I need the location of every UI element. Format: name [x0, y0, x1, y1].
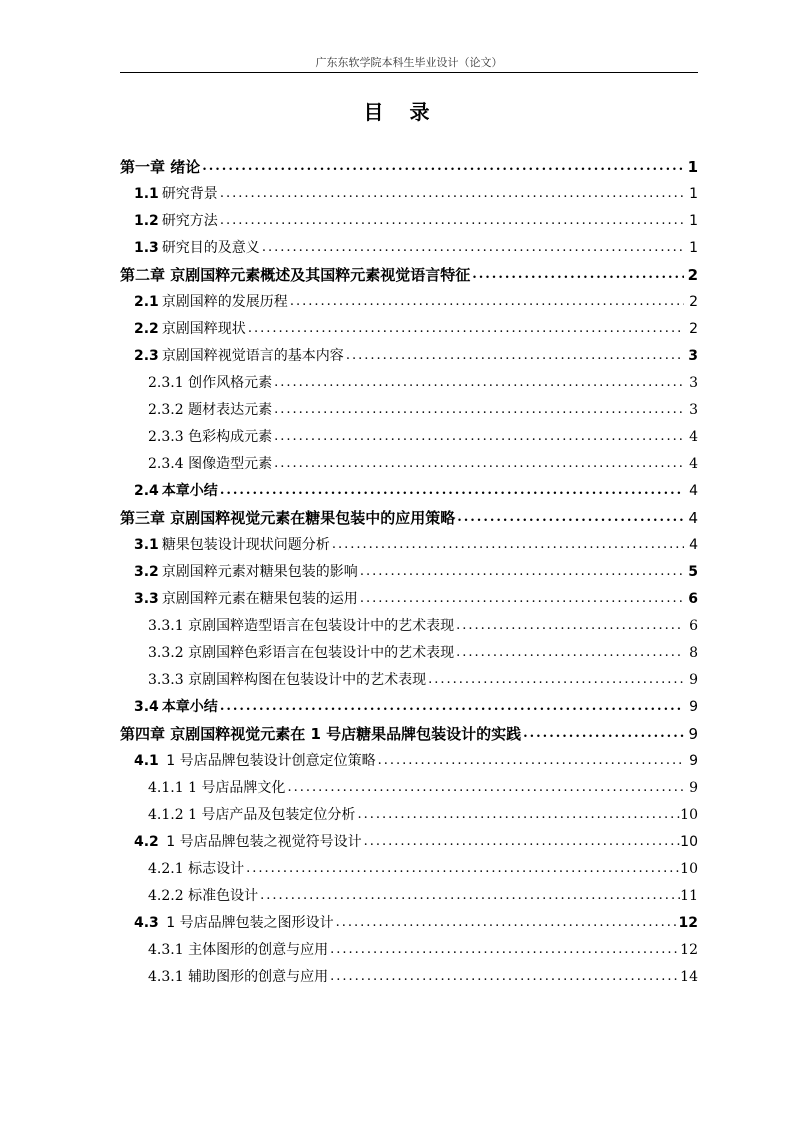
toc-leader-dots: [521, 724, 684, 744]
toc-entry-page: 4: [688, 509, 698, 527]
toc-entry-page: 4: [689, 456, 698, 472]
toc-entry-label: [134, 292, 288, 312]
toc-entry[interactable]: [120, 717, 698, 744]
toc-entry-label: [134, 481, 218, 501]
toc-entry[interactable]: [120, 636, 698, 663]
toc-leader-dots: [258, 886, 680, 906]
toc-leader-dots: [358, 589, 684, 609]
toc-entry-text: 第四章 京剧国粹视觉元素在 1 号店糖果品牌包装设计的实践: [120, 725, 522, 743]
toc-entry-page: 11: [680, 888, 698, 904]
toc-leader-dots: [328, 940, 680, 960]
toc-entry-number: 1.2: [134, 213, 159, 229]
toc-entry-label: [134, 211, 218, 231]
toc-entry-label: [148, 778, 285, 798]
toc-entry-number: 1.1: [134, 186, 159, 202]
toc-entry-label: [148, 454, 272, 474]
toc-leader-dots: [344, 346, 684, 366]
toc-entry-text: 4.1.2 1 号店产品及包装定位分析: [148, 807, 356, 823]
toc-entry-label: [134, 697, 218, 717]
toc-entry-label: [134, 535, 330, 555]
toc-entry-label: [148, 670, 426, 690]
toc-entry-text: 2.3.4 图像造型元素: [148, 456, 273, 472]
toc-entry-label: [148, 400, 272, 420]
toc-entry-text: 4.3.1 主体图形的创意与应用: [148, 942, 329, 958]
toc-entry[interactable]: [120, 798, 698, 825]
toc-leader-dots: [358, 562, 684, 582]
toc-entry-text: 1 号店品牌包装设计创意定位策略: [161, 753, 376, 769]
toc-entry-text: 2.3.3 色彩构成元素: [148, 429, 273, 445]
toc-entry[interactable]: [120, 528, 698, 555]
toc-leader-dots: [244, 859, 680, 879]
toc-leader-dots: [272, 427, 684, 447]
toc-entry-page: 8: [689, 645, 698, 661]
toc-entry-text: 糖果包装设计现状问题分析: [161, 537, 330, 553]
toc-entry[interactable]: [120, 879, 698, 906]
toc-entry-text: 第二章 京剧国粹元素概述及其国粹元素视觉语言特征: [120, 266, 471, 284]
toc-leader-dots: [426, 670, 684, 690]
toc-entry-text: 京剧国粹现状: [161, 321, 246, 337]
toc-leader-dots: [288, 292, 684, 312]
toc-entry-text: 第一章 绪论: [120, 158, 201, 176]
toc-entry-label: [134, 832, 362, 852]
toc-entry-text: 4.3.1 辅助图形的创意与应用: [148, 969, 329, 985]
toc-leader-dots: [285, 778, 684, 798]
toc-entry-number: 1.3: [134, 240, 159, 256]
toc-entry[interactable]: [120, 312, 698, 339]
toc-entry-label: [148, 967, 328, 987]
toc-leader-dots: [218, 184, 684, 204]
toc-entry-text: 1 号店品牌包装之视觉符号设计: [161, 834, 362, 850]
toc-entry[interactable]: [120, 663, 698, 690]
toc-leader-dots: [218, 211, 684, 231]
toc-entry-page: 2: [689, 321, 698, 337]
toc-entry-label: [148, 616, 454, 636]
toc-entry-text: 京剧国粹元素在糖果包装的运用: [161, 591, 358, 607]
toc-entry[interactable]: [120, 204, 698, 231]
toc-entry-page: 1: [689, 213, 698, 229]
toc-entry-text: 京剧国粹元素对糖果包装的影响: [161, 564, 358, 580]
toc-entry-page: 12: [680, 942, 698, 958]
toc-entry[interactable]: [120, 906, 698, 933]
toc-entry-page: 4: [689, 429, 698, 445]
toc-entry-page: 1: [689, 240, 698, 256]
toc-entry-page: 9: [689, 699, 698, 715]
toc-entry-text: 京剧国粹的发展历程: [161, 294, 288, 310]
toc-entry-number: 2.2: [134, 321, 159, 337]
toc-entry-text: 研究背景: [161, 186, 218, 202]
toc-entry-text: 4.1.1 1 号店品牌文化: [148, 780, 286, 796]
toc-entry-text: 研究方法: [161, 213, 218, 229]
toc-entry-page: 1: [687, 158, 698, 176]
toc-entry[interactable]: [120, 393, 698, 420]
toc-leader-dots: [454, 643, 684, 663]
toc-entry-number: 2.1: [134, 294, 159, 310]
toc-entry[interactable]: [120, 555, 698, 582]
toc-leader-dots: [260, 238, 684, 258]
toc-entry-label: [148, 940, 328, 960]
toc-entry-number: 3.4: [134, 699, 159, 715]
toc-entry[interactable]: [120, 420, 698, 447]
toc-entry-page: 3: [689, 375, 698, 391]
toc-entry-page: 5: [688, 564, 698, 580]
toc-entry-page: 10: [680, 834, 698, 850]
toc-entry[interactable]: [120, 501, 698, 528]
toc-entry-number: 4.2: [134, 834, 159, 850]
toc-entry-text: 3.3.3 京剧国粹构图在包装设计中的艺术表现: [148, 672, 427, 688]
toc-entry-label: [148, 427, 272, 447]
toc-entry-label: [120, 265, 470, 285]
toc-entry[interactable]: [120, 474, 698, 501]
toc-entry[interactable]: [120, 339, 698, 366]
toc-leader-dots: [218, 697, 684, 717]
toc-entry[interactable]: [120, 825, 698, 852]
table-of-contents: [120, 150, 698, 987]
toc-entry-number: 3.3: [134, 591, 159, 607]
toc-entry[interactable]: [120, 285, 698, 312]
toc-entry-text: 3.3.1 京剧国粹造型语言在包装设计中的艺术表现: [148, 618, 455, 634]
toc-entry[interactable]: [120, 582, 698, 609]
toc-entry-text: 3.3.2 京剧国粹色彩语言在包装设计中的艺术表现: [148, 645, 455, 661]
toc-entry-page: 3: [688, 348, 698, 364]
toc-entry[interactable]: [120, 609, 698, 636]
toc-leader-dots: [200, 157, 684, 177]
toc-entry-label: [134, 913, 334, 933]
toc-entry-page: 6: [689, 618, 698, 634]
toc-entry-page: 2: [689, 294, 698, 310]
toc-entry-page: 4: [689, 537, 698, 553]
toc-leader-dots: [246, 319, 684, 339]
toc-entry[interactable]: [120, 744, 698, 771]
toc-entry-text: 研究目的及意义: [161, 240, 260, 256]
toc-entry-page: 9: [689, 753, 698, 769]
toc-leader-dots: [470, 265, 684, 285]
header-rule: [120, 72, 698, 73]
toc-entry-page: 2: [687, 266, 698, 284]
toc-leader-dots: [272, 454, 684, 474]
toc-entry-page: 1: [689, 186, 698, 202]
toc-leader-dots: [362, 832, 681, 852]
toc-entry-label: [134, 346, 344, 366]
toc-entry-label: [148, 373, 272, 393]
page-header: 广东东软学院本科生毕业设计（论文）: [315, 56, 503, 69]
toc-entry-page: 6: [688, 591, 698, 607]
toc-entry-label: [120, 508, 455, 528]
toc-entry[interactable]: [120, 690, 698, 717]
toc-entry-label: [134, 319, 246, 339]
toc-entry[interactable]: [120, 231, 698, 258]
toc-entry-text: 京剧国粹视觉语言的基本内容: [161, 348, 344, 364]
toc-entry-text: 第三章 京剧国粹视觉元素在糖果包装中的应用策略: [120, 509, 456, 527]
toc-entry-label: [148, 886, 258, 906]
toc-leader-dots: [454, 616, 684, 636]
toc-entry-label: [148, 805, 355, 825]
toc-entry[interactable]: [120, 447, 698, 474]
toc-leader-dots: [334, 913, 679, 933]
toc-entry-page: 9: [689, 780, 698, 796]
toc-entry-label: [120, 157, 200, 177]
toc-entry-page: 14: [680, 969, 698, 985]
toc-entry-number: 3.1: [134, 537, 159, 553]
toc-leader-dots: [355, 805, 680, 825]
toc-entry[interactable]: [120, 177, 698, 204]
toc-leader-dots: [218, 481, 684, 501]
toc-entry-label: [134, 184, 218, 204]
toc-entry-number: 2.3: [134, 348, 159, 364]
toc-entry[interactable]: [120, 366, 698, 393]
toc-entry-text: 4.2.2 标准色设计: [148, 888, 259, 904]
toc-entry-page: 9: [689, 672, 698, 688]
toc-entry-text: 4.2.1 标志设计: [148, 861, 245, 877]
toc-entry-label: [120, 724, 521, 744]
toc-entry-label: [148, 859, 244, 879]
toc-leader-dots: [272, 373, 684, 393]
toc-entry-label: [134, 562, 358, 582]
toc-entry-text: 本章小结: [161, 699, 218, 715]
toc-leader-dots: [376, 751, 684, 771]
toc-entry-page: 4: [689, 483, 698, 499]
toc-entry-page: 10: [680, 861, 698, 877]
toc-leader-dots: [328, 967, 680, 987]
toc-leader-dots: [272, 400, 684, 420]
toc-entry-text: 2.3.2 题材表达元素: [148, 402, 273, 418]
toc-entry-page: 10: [680, 807, 698, 823]
toc-entry-number: 3.2: [134, 564, 159, 580]
toc-entry-label: [134, 238, 260, 258]
toc-entry[interactable]: [120, 933, 698, 960]
toc-entry-label: [134, 751, 376, 771]
toc-entry[interactable]: [120, 150, 698, 177]
toc-entry[interactable]: [120, 852, 698, 879]
toc-leader-dots: [330, 535, 684, 555]
toc-entry-text: 本章小结: [161, 483, 218, 499]
toc-entry[interactable]: [120, 258, 698, 285]
toc-entry-number: 4.3: [134, 915, 159, 931]
toc-leader-dots: [455, 508, 684, 528]
toc-entry-page: 12: [678, 915, 698, 931]
toc-entry-text: 2.3.1 创作风格元素: [148, 375, 273, 391]
toc-entry-label: [148, 643, 454, 663]
toc-entry-number: 2.4: [134, 483, 159, 499]
toc-entry-text: 1 号店品牌包装之图形设计: [161, 915, 334, 931]
toc-entry-number: 4.1: [134, 753, 159, 769]
toc-entry[interactable]: [120, 771, 698, 798]
toc-entry-page: 3: [689, 402, 698, 418]
page-title: 目录: [363, 100, 456, 124]
toc-entry[interactable]: [120, 960, 698, 987]
toc-entry-page: 9: [688, 725, 698, 743]
toc-entry-label: [134, 589, 358, 609]
